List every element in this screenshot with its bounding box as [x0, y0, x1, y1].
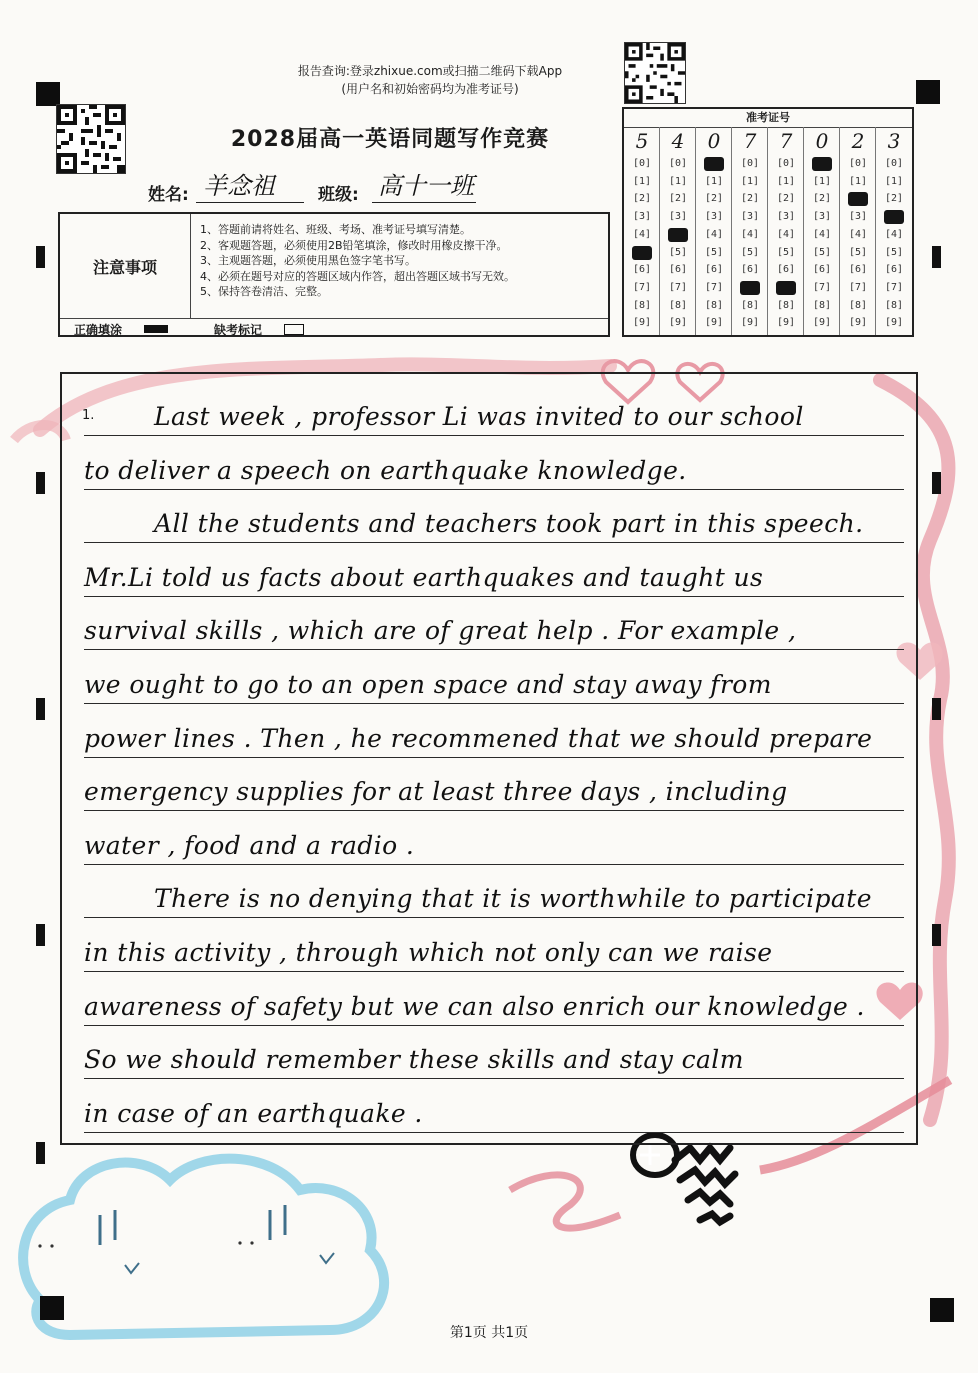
- exam-id-bubble[interactable]: [8]: [740, 299, 760, 311]
- exam-id-bubble[interactable]: [7]: [812, 281, 832, 293]
- exam-id-bubble[interactable]: [2]: [812, 193, 832, 205]
- essay-line-text: water , food and a radio .: [84, 830, 415, 860]
- essay-line: [84, 712, 904, 758]
- essay-line-text: So we should remember these skills and stay calm: [84, 1045, 744, 1075]
- exam-id-bubble[interactable]: [9]: [704, 317, 724, 329]
- exam-id-bubble[interactable]: [0]: [632, 158, 652, 169]
- exam-id-digit[interactable]: 7: [743, 129, 757, 153]
- notice-item: 2、客观题答题，必须使用2B铅笔填涂，修改时用橡皮擦干净。: [200, 238, 508, 252]
- report-query-text: 报告查询:登录zhixue.com或扫描二维码下载App: [297, 64, 563, 78]
- exam-id-bubble[interactable]: [0]: [668, 158, 688, 169]
- exam-id-column: [732, 127, 768, 335]
- essay-line: [84, 444, 904, 490]
- exam-id-bubble[interactable]: [2]: [776, 193, 796, 205]
- exam-id-bubble[interactable]: [4]: [740, 228, 760, 240]
- exam-id-column: [840, 127, 876, 335]
- essay-line-text: survival skills , which are of great help . For example ,: [84, 616, 797, 646]
- exam-id-bubble[interactable]: [6]: [812, 264, 832, 276]
- essay-line: [84, 926, 904, 972]
- notice-item: 5、保持答卷清洁、完整。: [200, 285, 328, 298]
- exam-id-bubble[interactable]: [0]: [776, 158, 796, 169]
- correct-fill-label: 正确填涂: [74, 323, 123, 337]
- essay-line: [84, 1087, 904, 1133]
- essay-line-text: in case of an earthquake .: [84, 1098, 423, 1128]
- exam-id-bubble[interactable]: [7]: [632, 281, 652, 293]
- notice-footer: [60, 318, 608, 338]
- exam-id-bubble[interactable]: [740, 281, 760, 295]
- exam-id-bubble[interactable]: [5]: [848, 246, 868, 258]
- exam-id-bubble[interactable]: [1]: [776, 175, 796, 187]
- essay-line: [84, 819, 904, 865]
- exam-id-bubble[interactable]: [3]: [848, 211, 868, 223]
- exam-id-bubble[interactable]: [3]: [776, 211, 796, 223]
- exam-id-bubble[interactable]: [0]: [848, 158, 868, 169]
- exam-id-bubble[interactable]: [6]: [776, 264, 796, 276]
- exam-id-bubble[interactable]: [1]: [884, 175, 904, 187]
- exam-id-bubble[interactable]: [7]: [704, 281, 724, 293]
- exam-id-bubble[interactable]: [1]: [632, 175, 652, 187]
- exam-id-bubble[interactable]: [6]: [884, 264, 904, 276]
- exam-id-bubble[interactable]: [884, 210, 904, 224]
- exam-id-bubble[interactable]: [1]: [668, 175, 688, 187]
- exam-id-bubble[interactable]: [2]: [740, 193, 760, 205]
- essay-line-text: There is no denying that it is worthwhile to participate: [154, 884, 872, 914]
- exam-id-digit[interactable]: 0: [815, 129, 829, 153]
- exam-id-bubble[interactable]: [668, 228, 688, 242]
- exam-id-bubble[interactable]: [2]: [884, 193, 904, 205]
- exam-id-digit[interactable]: 4: [671, 129, 685, 153]
- exam-id-digit[interactable]: 7: [779, 129, 793, 153]
- exam-id-bubble[interactable]: [5]: [668, 246, 688, 258]
- exam-id-column: [876, 127, 912, 335]
- essay-line: [84, 604, 904, 650]
- exam-id-bubble[interactable]: [5]: [884, 246, 904, 258]
- registration-mark-top-left: [36, 82, 60, 106]
- exam-id-bubble[interactable]: [7]: [668, 281, 688, 293]
- timing-mark: [932, 698, 941, 720]
- exam-id-digit[interactable]: 0: [707, 129, 721, 153]
- exam-id-bubble[interactable]: [0]: [884, 158, 904, 169]
- registration-mark-bottom-left: [40, 1296, 64, 1320]
- exam-id-bubble[interactable]: [4]: [776, 228, 796, 240]
- exam-id-bubble[interactable]: [6]: [740, 264, 760, 276]
- essay-line-text: Last week , professor Li was invited to our school: [154, 402, 804, 431]
- exam-id-bubble[interactable]: [3]: [668, 211, 688, 223]
- exam-id-bubble[interactable]: [1]: [740, 175, 760, 187]
- exam-id-bubble[interactable]: [8]: [776, 299, 796, 311]
- essay-line: [84, 980, 904, 1026]
- exam-id-bubble[interactable]: [8]: [668, 299, 688, 311]
- exam-id-bubble[interactable]: [4]: [848, 228, 868, 240]
- exam-id-bubble[interactable]: [8]: [848, 299, 868, 311]
- exam-id-bubble[interactable]: [9]: [848, 317, 868, 329]
- essay-line-text: All the students and teachers took part in this speech.: [154, 509, 864, 539]
- exam-id-bubble[interactable]: [6]: [704, 264, 724, 276]
- absent-mark-checkbox[interactable]: [284, 324, 304, 335]
- registration-mark-top-right: [916, 80, 940, 104]
- exam-id-bubble[interactable]: [6]: [668, 264, 688, 276]
- timing-mark: [36, 924, 45, 946]
- timing-mark: [932, 924, 941, 946]
- notice-item: 1、答题前请将姓名、班级、考场、准考证号填写清楚。: [200, 223, 471, 236]
- essay-line: [84, 658, 904, 704]
- name-field[interactable]: 羊念祖: [203, 172, 275, 200]
- question-number: 1.: [82, 408, 95, 423]
- exam-id-bubble[interactable]: [8]: [704, 299, 724, 311]
- exam-id-bubble[interactable]: [4]: [812, 228, 832, 240]
- timing-mark: [932, 472, 941, 494]
- exam-id-column: [660, 127, 696, 335]
- exam-id-bubble[interactable]: [9]: [632, 317, 652, 329]
- exam-id-bubble[interactable]: [2]: [632, 193, 652, 205]
- exam-id-digit[interactable]: 5: [635, 129, 649, 153]
- exam-id-bubble[interactable]: [9]: [884, 317, 904, 329]
- notice-list: [200, 222, 515, 300]
- timing-mark: [36, 698, 45, 720]
- exam-id-bubble[interactable]: [4]: [704, 228, 724, 240]
- exam-id-bubble[interactable]: [8]: [812, 299, 832, 311]
- exam-id-bubble[interactable]: [812, 157, 832, 171]
- absent-mark-label: 缺考标记: [214, 323, 263, 337]
- exam-id-bubble[interactable]: [704, 157, 724, 171]
- notice-box: [58, 212, 610, 337]
- essay-line: [84, 551, 904, 597]
- essay-line: [84, 1033, 904, 1079]
- exam-id-bubble[interactable]: [9]: [740, 317, 760, 329]
- exam-id-bubble[interactable]: [2]: [704, 193, 724, 205]
- exam-id-bubble[interactable]: [9]: [776, 317, 796, 329]
- exam-id-bubble[interactable]: [1]: [812, 175, 832, 187]
- exam-id-bubble[interactable]: [3]: [740, 211, 760, 223]
- registration-mark-bottom-right: [930, 1298, 954, 1322]
- exam-id-bubble[interactable]: [8]: [884, 299, 904, 311]
- exam-id-column: [696, 127, 732, 335]
- qr-code-icon[interactable]: [56, 104, 126, 174]
- essay-line: [84, 497, 904, 543]
- class-underline: [372, 202, 476, 203]
- exam-id-bubble[interactable]: [6]: [848, 264, 868, 276]
- essay-line-text: Mr.Li told us facts about earthquakes and taught us: [84, 562, 764, 592]
- notice-heading: 注意事项: [60, 214, 191, 318]
- exam-id-grid: [622, 107, 914, 337]
- exam-id-bubble[interactable]: [5]: [704, 246, 724, 258]
- essay-line: [84, 765, 904, 811]
- essay-line-text: emergency supplies for at least three days , including: [84, 777, 788, 807]
- notice-item: 3、主观题答题，必须使用黑色签字笔书写。: [200, 254, 416, 267]
- essay-line-text: in this activity , through which not only can we raise: [84, 938, 773, 967]
- exam-id-title: 准考证号: [624, 109, 912, 128]
- exam-id-bubble[interactable]: [7]: [884, 281, 904, 293]
- exam-id-bubble[interactable]: [3]: [812, 211, 832, 223]
- exam-id-column: [804, 127, 840, 335]
- exam-id-bubble[interactable]: [1]: [848, 175, 868, 187]
- correct-fill-sample: [144, 325, 168, 333]
- exam-id-digit[interactable]: 3: [887, 129, 901, 153]
- exam-id-bubble[interactable]: [6]: [632, 264, 652, 276]
- essay-line-text: we ought to go to an open space and stay away from: [84, 670, 772, 699]
- class-field[interactable]: 高十一班: [378, 172, 474, 200]
- page-title: 2028届高一英语同题写作竞赛: [230, 127, 550, 152]
- account-hint-text: (用户名和初始密码均为准考证号): [341, 82, 519, 96]
- essay-line-text: power lines . Then , he recommened that we should prepare: [84, 723, 873, 753]
- exam-id-bubble[interactable]: [9]: [668, 317, 688, 329]
- essay-line: [84, 390, 904, 436]
- name-label: 姓名:: [148, 185, 189, 205]
- exam-id-bubble[interactable]: [3]: [632, 211, 652, 223]
- exam-id-bubble[interactable]: [9]: [812, 317, 832, 329]
- timing-mark: [932, 246, 941, 268]
- exam-id-column: [768, 127, 804, 335]
- exam-id-bubble[interactable]: [2]: [668, 193, 688, 205]
- exam-id-bubble[interactable]: [7]: [848, 281, 868, 293]
- page-number: 第1页 共1页: [449, 1325, 529, 1341]
- essay-line-text: awareness of safety but we can also enrich our knowledge .: [84, 991, 865, 1021]
- exam-id-bubble[interactable]: [5]: [740, 246, 760, 258]
- exam-id-bubble[interactable]: [3]: [704, 211, 724, 223]
- exam-id-bubble[interactable]: [0]: [740, 158, 760, 169]
- essay-line: [84, 872, 904, 918]
- essay-line-text: to deliver a speech on earthquake knowledge.: [84, 455, 687, 485]
- exam-id-bubble[interactable]: [5]: [776, 246, 796, 258]
- class-label: 班级:: [318, 185, 359, 205]
- timing-mark: [36, 1142, 45, 1164]
- exam-id-bubble[interactable]: [8]: [632, 299, 652, 311]
- exam-id-bubble[interactable]: [632, 246, 652, 260]
- timing-mark: [36, 246, 45, 268]
- exam-id-bubble[interactable]: [4]: [632, 228, 652, 240]
- exam-id-bubble[interactable]: [848, 192, 868, 206]
- exam-id-bubble[interactable]: [4]: [884, 228, 904, 240]
- qr-code-icon[interactable]: [624, 42, 686, 104]
- exam-id-digit[interactable]: 2: [851, 129, 865, 153]
- timing-mark: [36, 472, 45, 494]
- exam-id-column: [624, 127, 660, 335]
- name-underline: [196, 202, 304, 203]
- exam-id-bubble[interactable]: [5]: [812, 246, 832, 258]
- exam-id-bubble[interactable]: [1]: [704, 175, 724, 187]
- notice-item: 4、必须在题号对应的答题区域内作答，超出答题区域书写无效。: [200, 269, 515, 283]
- exam-id-bubble[interactable]: [776, 281, 796, 295]
